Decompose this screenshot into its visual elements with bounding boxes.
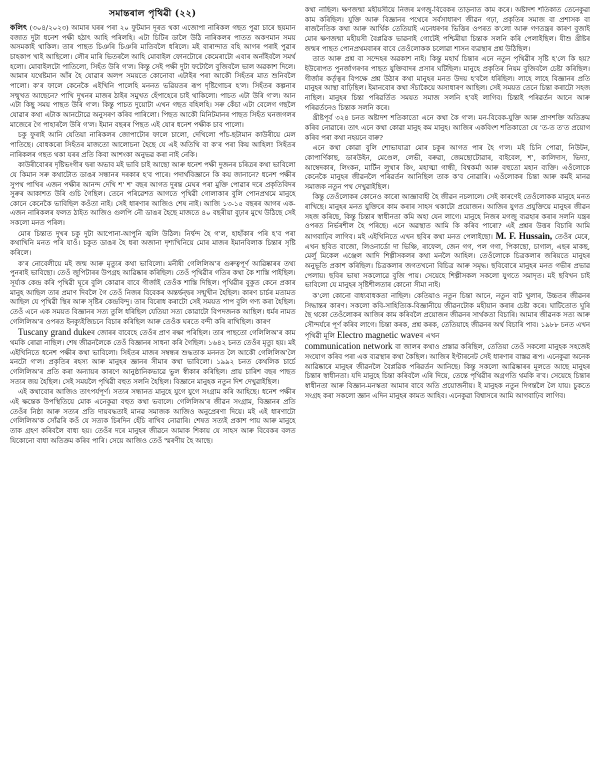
- article-title: সমান্তৰাল পৃথিৱী (২২): [109, 9, 197, 19]
- paragraph: [10, 23, 296, 130]
- paragraph: [10, 230, 296, 259]
- paragraph-text: ৰ এখন: [419, 331, 440, 340]
- paragraph-text: তেওঁৰ মেৰে, এখন ছবিত বাজো, লিওনাৰ্ডো দা ভিঞ্চি, ৰাফেল, জেন গগ, পল গগা, পিকাছো, চাগাল, এছৰ মাকছ, মেৰ্লু মিকেল এঞ্জেল আদি শিল্পীসকলৰ কথা মনলৈ আহিল। তেওঁলোকে চিত্ৰকলাৰ জৰিয়তে মানুহৰ অনুভূতি প্ৰকাশ কৰিছিল। চিত্ৰকলাৰ জগতখনো বিচিত্ৰ আৰু সমৃদ্ধ। ছবিবোৰে মানুহৰ মনত গভীৰ প্ৰভাৱ পেলায়। ছবিৰ ভাষা সকলোৱে বুজি পায়। সেয়েহে শিল্পীসকল সকলো যুগতে সমাদৃত। মই ছবিখন চাই ভাবিলো যে মানুহৰ সৃষ্টিশীলতাৰ কোনো সীমা নাই।: [304, 233, 590, 290]
- paragraph: [10, 260, 296, 328]
- paragraph-text: ক'ৰ নোবেলীয়ে মই জন্ম আৰু মৃত্যুৰ কথা ভাবিলো। মনীষী গেলিলিঅ'ৰ গুৰুত্বপূৰ্ণ আৱিষ্কাৰৰ তথ্য পুনৰাই ভাবিছো। তেওঁ জুপিটাৰৰ উপগ্ৰহ আৱিষ্কাৰ কৰিছিল। তেওঁ পৃথিৱীৰ গতিৰ কথা কৈ শাস্তি পাইছিল। সূৰ্য্যক কেন্দ্ৰ কৰি পৃথিৱী ঘূৰে বুলি কোৱাৰ বাবে গীৰ্জাই তেওঁক শাস্তি দিছিল। পৃথিৱীৰ বুকুত কেনে প্ৰকাৰ মানুহ আছিল তাৰ প্ৰমাণ দিবলৈ গৈ তেওঁ নিজৰ বিবেকৰ অন্তৰ্দ্বন্দ্বৰ সন্মুখীন হৈছিল। কাৰণ চাৰ্চৰ মতামত আছিল যে পৃথিৱী স্থিৰ আৰু সৃষ্টিৰ কেন্দ্ৰবিন্দু। তাৰ বিৰোধ কৰাটো সেই সময়ত পাপ বুলি গণ্য কৰা হৈছিল। তেওঁ এনে এক সময়ত বিজ্ঞানৰ সত্য তুলি ধৰিছিল যেতিয়া সত্য কোৱাটো বিপদজনক আছিল। ধৰ্মৰ নামত গেলিলিঅ'ৰ ওপৰত ইনক্যুইজিচনে বিচাৰ কৰিছিল আৰু তেওঁক ঘৰতে বন্দী কৰি ৰাখিছিল। কাৰণ: [10, 259, 296, 326]
- paragraph-text: চকু ফুৰাই আনি যেতিয়া নাৰিকলৰ জোপাটোৰ ফালে চালো, দেখিলো পাঁচ-ছটামান কাউৰীয়ে মেল পাতিছে। বোধকৰো সিহঁতৰ মাজতো আলোচনা হৈছে যে এই অতিথি বা ক'ৰ পৰা কিয় আহিল! সিহঁতৰ নাৰিকলৰ গছত থকা যৰৰ প্ৰতি কিবা আশংকা অনুভৱ কৰা নাই নেকি।: [10, 131, 296, 159]
- paragraph: [305, 6, 591, 54]
- paragraph-text: বা জালৰ কথাও প্ৰস্তাৱ কৰিছিল, তেতিয়া তেওঁ সকলো মানুহক সহজেই সংযোগ কৰিব পৰা এক ব্যৱস্থাৰ কথা কৈছিল। আজিৰ ইণ্টাৰনেট সেই ধাৰণাৰ বাস্তৱ ৰূপ। এনেকুৱা অনেক আৱিষ্কাৰে মানুহৰ জীৱনলৈ বৈপ্লৱিক পৰিৱৰ্তন আনিছে। কিন্তু সকলো আৱিষ্কাৰৰ মূলতে আছে মানুহৰ চিন্তাৰ স্বাধীনতা। যদি মানুহে চিন্তা কৰিবলৈ এৰি দিয়ে, তেন্তে পৃথিৱীৰ অগ্ৰগতি থমকি ৰ'ব। সেয়েহে চিন্তাৰ স্বাধীনতা আৰু বিজ্ঞান-মনস্কতা আমাৰ বাবে অতি প্ৰয়োজনীয়। ই মানুহক নতুন দিগন্তলৈ লৈ যায়। চুকতে সংগ্ৰহ কৰা সকলো জ্ঞান এদিন মানুহৰ কামত আহিব। এনেকুৱা বিশ্বাসৰে আমি আগবাঢ়িব লাগিব।: [304, 343, 590, 400]
- paragraph: [10, 131, 296, 160]
- article-columns: [10, 6, 590, 770]
- paragraph-text: কথা নাছিল। ক্ষণজন্মা মহীয়সীয়ে নিজৰ মগজু-বিবেকৰ তাড়নাত কাম কৰে। অষ্টাদশ শতিকাত তেনেকুৱা কাম কৰিছিল। যুক্তি আৰু বিজ্ঞানৰ পথেৰে সৰ্বসাধাৰণ জীৱন গঢ়া, প্ৰকৃতিৰ সমাজ বা প্ৰশাসক বা ৰাজনৈতিক কথা আৰু আৰ্থিক তেতিয়াই এনেধৰণৰ ভিত্তিৰ ওপৰত ক'লো আৰু গণতন্ত্ৰৰ কাৰণ বুজাই মোৰ ক্ষণজন্মা মহীয়সী বৈপ্লৱিক ভাৱনাই গোটেই পশ্চিমীয়া চিন্তাক সলনি কৰি পেলাইছিল। যীশু খ্ৰীষ্টৰ জন্মৰ পাছত পোনপ্ৰথমবাৰৰ বাবে তেওঁলোকক চলোৱা শাসন ব্যৱস্থাৰ প্ৰশ্ন উঠিছিল।: [304, 6, 590, 53]
- paragraph-text: তাত আৰু প্ৰশ্ন বা সন্দেহৰ অৱকাশ নাই। কিন্তু মহাৰ্ঘ চিন্তাৰ এনে নতুন পৃথিৱীৰ সৃষ্টি হ'লে কি হয়? ইউৰোপত পুনৰ্জাগৰণৰ পাছত যুক্তিবাদৰ প্ৰসাৰ ঘটিছিল। মানুহে প্ৰকৃতিৰ নিয়ম বুজিবলৈ চেষ্টা কৰিছিল। গীৰ্জাৰ কৰ্তৃত্বৰ বিপক্ষে প্ৰশ্ন উঠাৰ কথা মানুহৰ মনত উদয় হ'বলৈ ধৰিছিল। লাহে লাহে বিজ্ঞানৰ প্ৰতি মানুহৰ আস্থা বাঢ়িছিল। ইমানবোৰ কথা সঁচাকৈয়ে অসাধাৰণ আছিল। সেই সময়ত তেনে চিন্তা কৰাটো সহজ নাছিল। মানুহৰ চিন্তা পৰিৱৰ্তিত সময়ত সমাজ সলনি হ'বই লাগিব। চিন্তাই পৰিৱৰ্তন আনে আৰু পৰিৱৰ্তনেও চিন্তাক সলনি কৰে।: [304, 55, 590, 112]
- paragraph-text: কিন্তু তেওঁলোকৰ কোনেও কাৰো আজ্ঞাবাহী হৈ জীৱন নচলালে। সেই কাৰণেই তেওঁলোকক মানুহে মনত ৰাখিছে। মানুহৰ মনত যুক্তিৰে কাম কৰাৰ সাহস থকাটো প্ৰয়োজন। আজিৰ যুগত প্ৰযুক্তিয়ে মানুহৰ জীৱন সহজ কৰিছে, কিন্তু চিন্তাৰ স্বাধীনতা কমি অহা যেন লাগে। মানুহে নিজৰ মগজু ব্যৱহাৰ কৰাৰ সলনি যন্ত্ৰৰ ওপৰত নিৰ্ভৰশীল হৈ পৰিছে। এনে অৱস্থাত আমি কি কৰিব পাৰো? এই প্ৰশ্নৰ উত্তৰ বিচাৰি আমি আগবাঢ়িব লাগিব। মই এইখিনিতে এখন ছবিৰ কথা মনত পেলাইছো।: [304, 193, 590, 242]
- paragraph: [10, 161, 296, 229]
- paragraph-text: মোৰ চিন্তাত দুখৰ চকু দুটা আপোনা-আপুনি জ্বলি উঠিল। নিৰ্দ্বন্দ হৈ গ'ল, হাহাঁকাৰ পৰি হ'ব পৰা কথাখিনি মনত পৰি যাওঁ। চকুত ডাঙৰ হৈ ধৰা অজানা দৃশ্যখিনিয়ে মোৰ মাজৰ ইমানবিলাক চিন্তাৰ সৃষ্টি কৰিলে।: [10, 229, 296, 258]
- paragraph: [10, 328, 296, 387]
- right-column: [305, 6, 591, 770]
- paragraph-text: ৰ জোৰৰ বাবেহে তেওঁৰ প্ৰাণ ৰক্ষা পৰিছিল। তাৰ পাছতো গেলিলিঅ'ৰ কাম থমকি ৰোৱা নাছিল। শেষ জীৱনলৈকে তেওঁ বিজ্ঞানৰ সাধনা কৰি গৈছিল। ১৬৪২ চনত তেওঁৰ মৃত্যু হয়। মই এইখিনিতে ধনেশ পক্ষীৰ কথা ভাবিলো। সিহঁতৰ মাজৰ সম্বন্ধৰ শুদ্ধতাক মননত লৈ আকৌ গেলিলিঅ'লৈ মনটো গ'ল। প্ৰকৃতিৰ ৰহস্য আৰু মানুহৰ জ্ঞানৰ সীমাৰ কথা ভাবিলো। ১৯৯২ চনত কেথলিক চাৰ্চে গেলিলিঅ'ৰ প্ৰতি কৰা অন্যায়ৰ কাৰণে আনুষ্ঠানিকভাৱে ভুল স্বীকাৰ কৰিছিল। প্ৰায় চাৰিশ বছৰ পাছত সত্যৰ জয় হৈছিল। সেই সময়লৈ পৃথিৱী বহুত সলনি হৈছিল। বিজ্ঞানে মানুহক নতুন দিশ দেখুৱাইছিল।: [10, 329, 296, 386]
- paragraph-text: কাউৰীবোৰৰ দৃষ্টিভংগীৰ দ্বৰা অভাব মই ভাবি চাই আছো আৰু ধনেশ পক্ষী দুজনৰ চৰিত্ৰৰ কথা ভাবিলো যে কিমান সৰু কথাটোত ডাঙৰ সন্ধানৰ দৰকাৰ হ'ব পাৰে। পদাৰ্থবিজ্ঞানে কি কয় জানানে? ধনেশ পক্ষীৰ সুপথ পাখিৰ এজন পক্ষীৰ আনন্দ দেখি শ' শ' বছৰ আগত দুৰন্ত মেঘৰ পৰা মুক্তি পোৱাৰ দৰে প্ৰকৃতিবিদৰ সুৰুৰ আকাশত উৰি গুচি গৈছিল। তেনে পৰিৱেশত আগতে পৃথিৱী গোলাকাৰ বুলি পোনপ্ৰথমে মানুহে কোনে কেনেকৈ ভাবিছিল কওঁতা নাই। সেই ধাৰণাৰ আজিও শেষ নাই। আজি ১৩-১৫ বছৰৰ আগৰ এক-এজন নাৰিকলৰ ফলত ঠাইত আজিও গুলপি নৌ ডাঙৰ হৈছে মাজতে ৪০ বছৰীয়া বুঢ়াৰ মুখে উঠিছে সেই সকলো মনত পৰিল।: [10, 161, 296, 228]
- paragraph: [10, 388, 296, 446]
- paragraph: [305, 193, 591, 291]
- paragraph-text: এই কথাবোৰ আজিও তাৎপৰ্যপূৰ্ণ। সত্যৰ সন্ধানত মানুহে যুগে যুগে সংগ্ৰাম কৰি আহিছে। ধনেশ পক্ষীৰ এই ক্ষন্তেক উপস্থিতিয়ে মোক এনেকুৱা বহুত কথা ভবালে। গেলিলিঅ'ৰ জীৱন সংগ্ৰাম, বিজ্ঞানৰ প্ৰতি তেওঁৰ নিষ্ঠা আৰু সত্যৰ প্ৰতি দায়বদ্ধতাই মানৱ সমাজক আজিও অনুপ্ৰেৰণা দিয়ে। মই এই ধাৰণাটো গেলিলিঅ'ক সোঁৱৰি কওঁ যে সত্যক চিৰদিন হেঁচি ৰাখিব নোৱাৰি। শেষত সত্যই প্ৰকাশ পায় আৰু মানুহে তাক গ্ৰহণ কৰিবলৈ বাধ্য হয়। তেওঁৰ দৰে মানুহৰ জীৱনে আমাক শিকায় যে সাহস আৰু বিবেকৰ বলত যিকোনো বাধা অতিক্ৰম কৰিব পাৰি। সেয়ে আজিও তেওঁ স্মৰণীয় হৈ আছে।: [10, 388, 296, 445]
- latin-term: Electro magnetic wave: [336, 329, 420, 340]
- paragraph-lead: কলিৎ: [10, 23, 27, 32]
- latin-term: Tuscany grand duke: [18, 327, 91, 338]
- paragraph: [305, 114, 591, 143]
- latin-term: M. F. Hussain,: [495, 231, 553, 242]
- paragraph: [305, 342, 591, 401]
- paragraph: [305, 144, 591, 192]
- paragraph-text: খ্ৰীষ্টপূৰ্ব ৩২৪ চনত অষ্টাদশ শতিকাতো এনে কথা কৈ গ'ল। মন-বিবেক-যুক্তি আৰু প্ৰাণশক্তি অতিক্ৰম কৰিব নোৱাৰে। তাৎ এনে কথা কোৱা মানুহ কম মানুহ। আজিৰ একবিংশ শতিকাতো যে 'ত-ত ত'ত প্ৰয়োগ কৰিব পৰা কথা নহয়নে বাৰু?: [304, 114, 590, 142]
- paragraph: [305, 55, 591, 113]
- paragraph: [305, 292, 591, 341]
- paragraph-text: এনে কথা কোৱা বুলি শোভাযাত্ৰা মোৰ চকুৰ আগত পাৰ হৈ গ'ল। মই চিনি পোৱা, নিউটন, কোপাৰ্ণিকাছ, ডাৰউইন, মেণ্ডেল, লেভী, বৰুৱা, জেমছোটোৱাৰ, বাইবেল, শ', কালিদাস, ভিদ্যা, আম্বেদকাৰ, লিংকন, মাৰ্টিন লুথাৰ কিং, মহাত্মা গান্ধী, বিশ্বকৰ্মা আৰু বহুতো মহান ব্যক্তি। এওঁলোকে কেনেকৈ মানুহৰ জীৱনলৈ পৰিৱৰ্তন আনিছিল তাক ক'ব নোৱাৰি। এওঁলোকৰ চিন্তা আৰু কৰ্মই মানৱ সমাজক নতুন পথ দেখুৱাইছিল।: [304, 144, 590, 191]
- paragraph-text: ক'লো কোনো বাধ্যবাধকতা নাছিল। কেতিয়াও নতুন চিন্তা আনে, নতুন বাট খুলাৰ, উচ্চতৰ জীৱনৰ সিদ্ধান্তৰ কাৰণ। সকলো কবি-সাহিত্যিক-বিজ্ঞানীয়ে জীৱনটোক মহীয়ান কৰাৰ চেষ্টা কৰে। ঘাটিতোত ঘুৰি ছৈ থকো তেওঁলোকৰ আজিৰ কাম কৰিবলৈ প্ৰয়োজন জীৱনৰ সাৰ্থকতা বিচাৰি। আমাৰ জীৱনক সত্য আৰু সৌন্দৰ্যৰে পূৰ্ণ কৰিব লাগে। চিন্তা কৰক, প্ৰশ্ন কৰক, তেতিয়াহে জীৱনৰ অৰ্থ বিচাৰি পাব। ১৯৮৮ চনত এখন পৃথিৱী মূলি: [304, 292, 590, 340]
- paragraph-text: (৩০৪/২০২৩) আমাৰ ঘৰৰ পৰা ২০ ফুটমান দূৰত থকা এজোপা নাৰিকল গছত পুৱা চাৰে ছয়মান বজাত দুটা ধনেশ পক্ষী হঠাৎ আহি পৰিলহি। এটা চিটিৰ ডালৈ উঠি নাৰিকলৰ পাতত অকণমান সময় অসমকাই থাকিল। তাৰ পাছত চিঞৰি চিঞৰি মাতিবলৈ ধৰিলে। মই বাৰান্দাত বহি আগৰ পৰাই পুৱাৰ চাহকাপ খাই আছিলো। লৌৰ মাৰি ভিতৰলৈ আহি মোবাইল ফোনটোৰে কেমেৰাটো এবাৰ অনাঁইবলৈ সমৰ্থ হলো। মোবাইলটো পাতিলো, সিহঁত উৰি গ'ল। কিন্তু সেই পক্ষী দুটা ফটোলৈ বুজিবলৈ ভাল অৱকাশ দিলে। আমাৰ যথেষ্টমান আঁৰ হৈ যোৱাৰ অলপ সময়তে কোনোবা এটাইৰ পৰা আকৌ সিহঁতৰ মাত শুনিবলৈ পালো। ক'ৰ ফালে কেনেকৈ এইখিনি পালেহি মননত ভৱিয়তৰ ৰূপ দৃষ্টিগোচৰ হ'ল। সিহঁতৰ কল্পনাৰ সন্মুখত আছেনে? পাখি দুখনৰ মাজৰ ঠাইৰ সমুখত হেঁপাহেৰে চাই থাকিলো। পাচত এটা উৰি গ'ল। আন এটা কিছু সময় পাছত উৰি গ'ল। কিন্তু পাচত দুয়োটা এখন গছত বহিলহি। সৰু কেঁচা এটা বেলেগ গছলৈ যোৱাৰ কথা এটাক আনটোৱে অনুসৰণ কৰিব পাৰিলো। পিছত আকৌ মিনিটমানৰ পাছত সিহঁত ঘনজগলৰ মাজেৰে গৈ পাহাৰলৈ উৰি গ'ল। ইমান বছৰৰ পিছত এই যোৰ ধনেশ পক্ষীক চাব পালো।: [10, 24, 296, 129]
- latin-term: communication network: [304, 341, 393, 352]
- left-column: [10, 6, 296, 770]
